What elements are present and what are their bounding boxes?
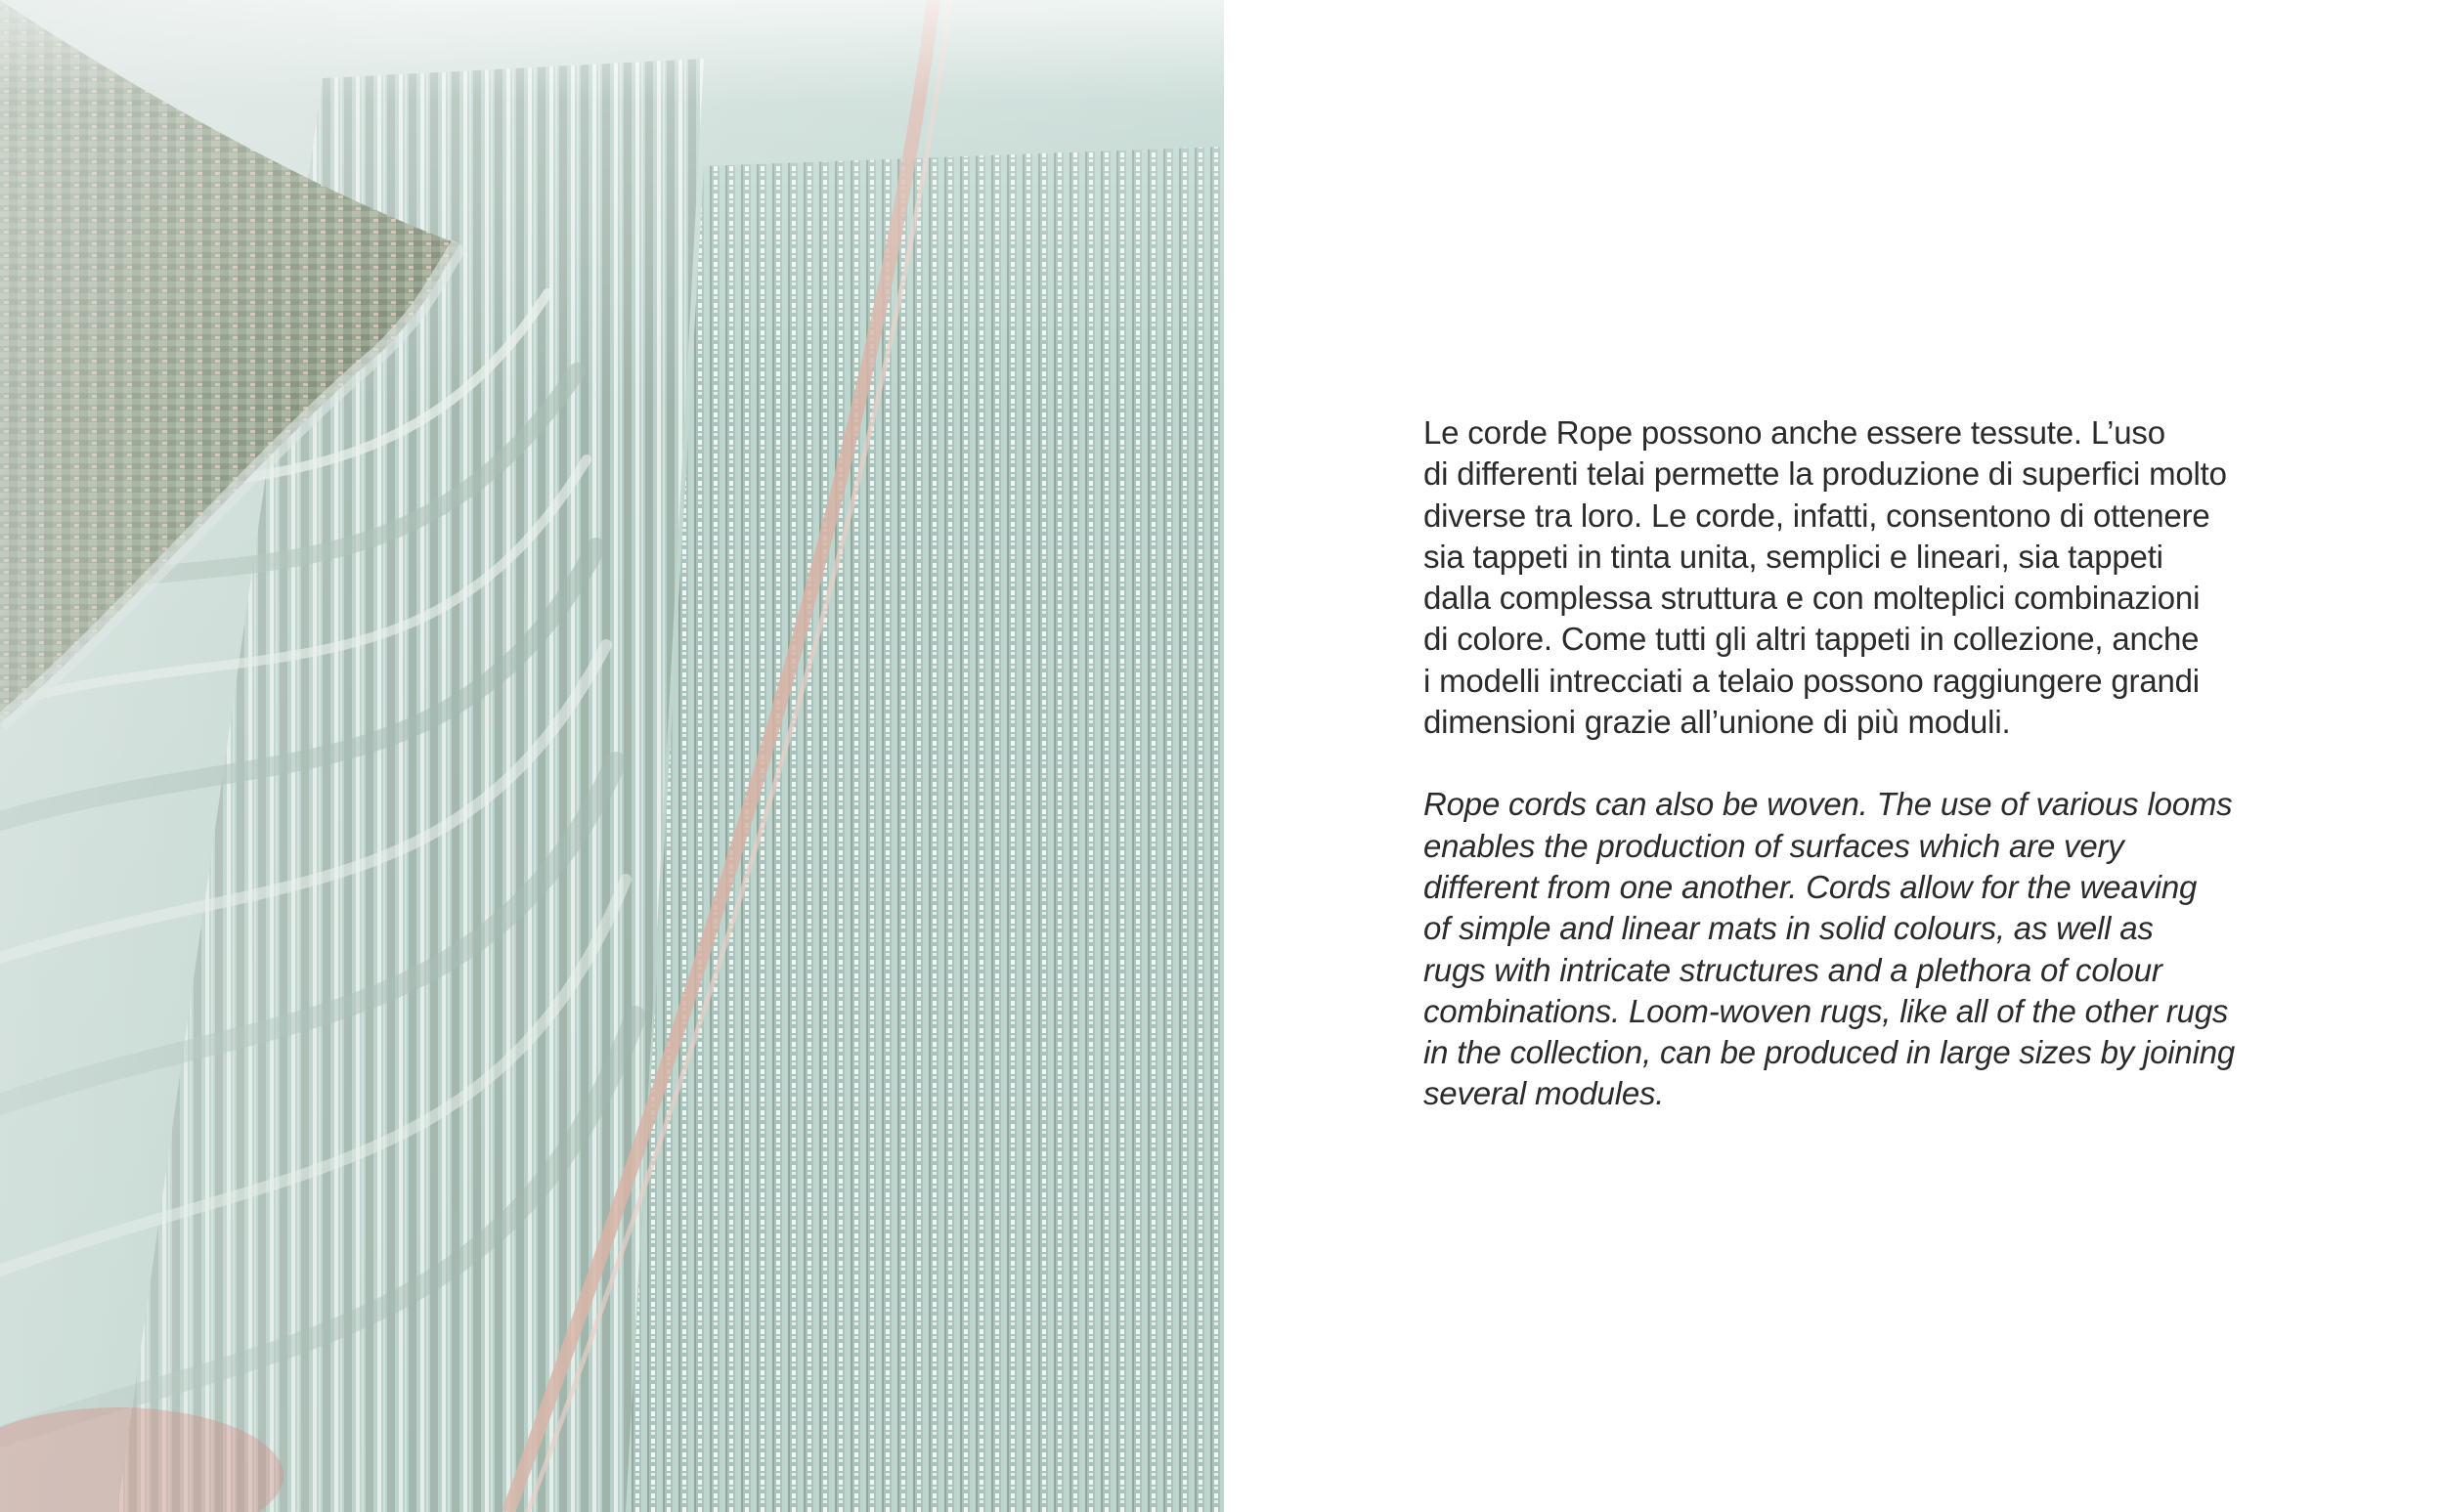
italian-line: sia tappeti in tinta unita, semplici e lineari, sia tappeti [1423,538,2163,575]
italian-line: dalla complessa struttura e con molteplici combinazioni [1423,580,2201,617]
english-line: enables the production of surfaces which are very [1423,827,2124,864]
english-line: combinations. Loom-woven rugs, like all of the other rugs [1423,992,2229,1029]
english-line: of simple and linear mats in solid colours, as well as [1423,910,2154,947]
text-column [1423,412,2303,1115]
italian-line: Le corde Rope possono anche essere tessute. L’uso [1423,414,2165,451]
english-line: different from one another. Cords allow for the weaving [1423,868,2198,905]
italian-line: di colore. Come tutti gli altri tappeti in collezione, anche [1423,621,2200,658]
italian-line: dimensioni grazie all’unione di più moduli. [1423,704,2011,741]
english-line: several modules. [1423,1075,1665,1112]
english-line: in the collection, can be produced in large sizes by joining [1423,1034,2236,1071]
italian-paragraph [1423,412,2303,743]
italian-line: di differenti telai permette la produzione di superfici molto [1423,455,2227,493]
english-paragraph [1423,784,2303,1114]
italian-line: diverse tra loro. Le corde, infatti, consentono di ottenere [1423,497,2210,534]
english-line: rugs with intricate structures and a plethora of colour [1423,951,2162,988]
italian-line: i modelli intrecciati a telaio possono raggiungere grandi [1423,662,2200,699]
english-line: Rope cords can also be woven. The use of various looms [1423,786,2233,823]
